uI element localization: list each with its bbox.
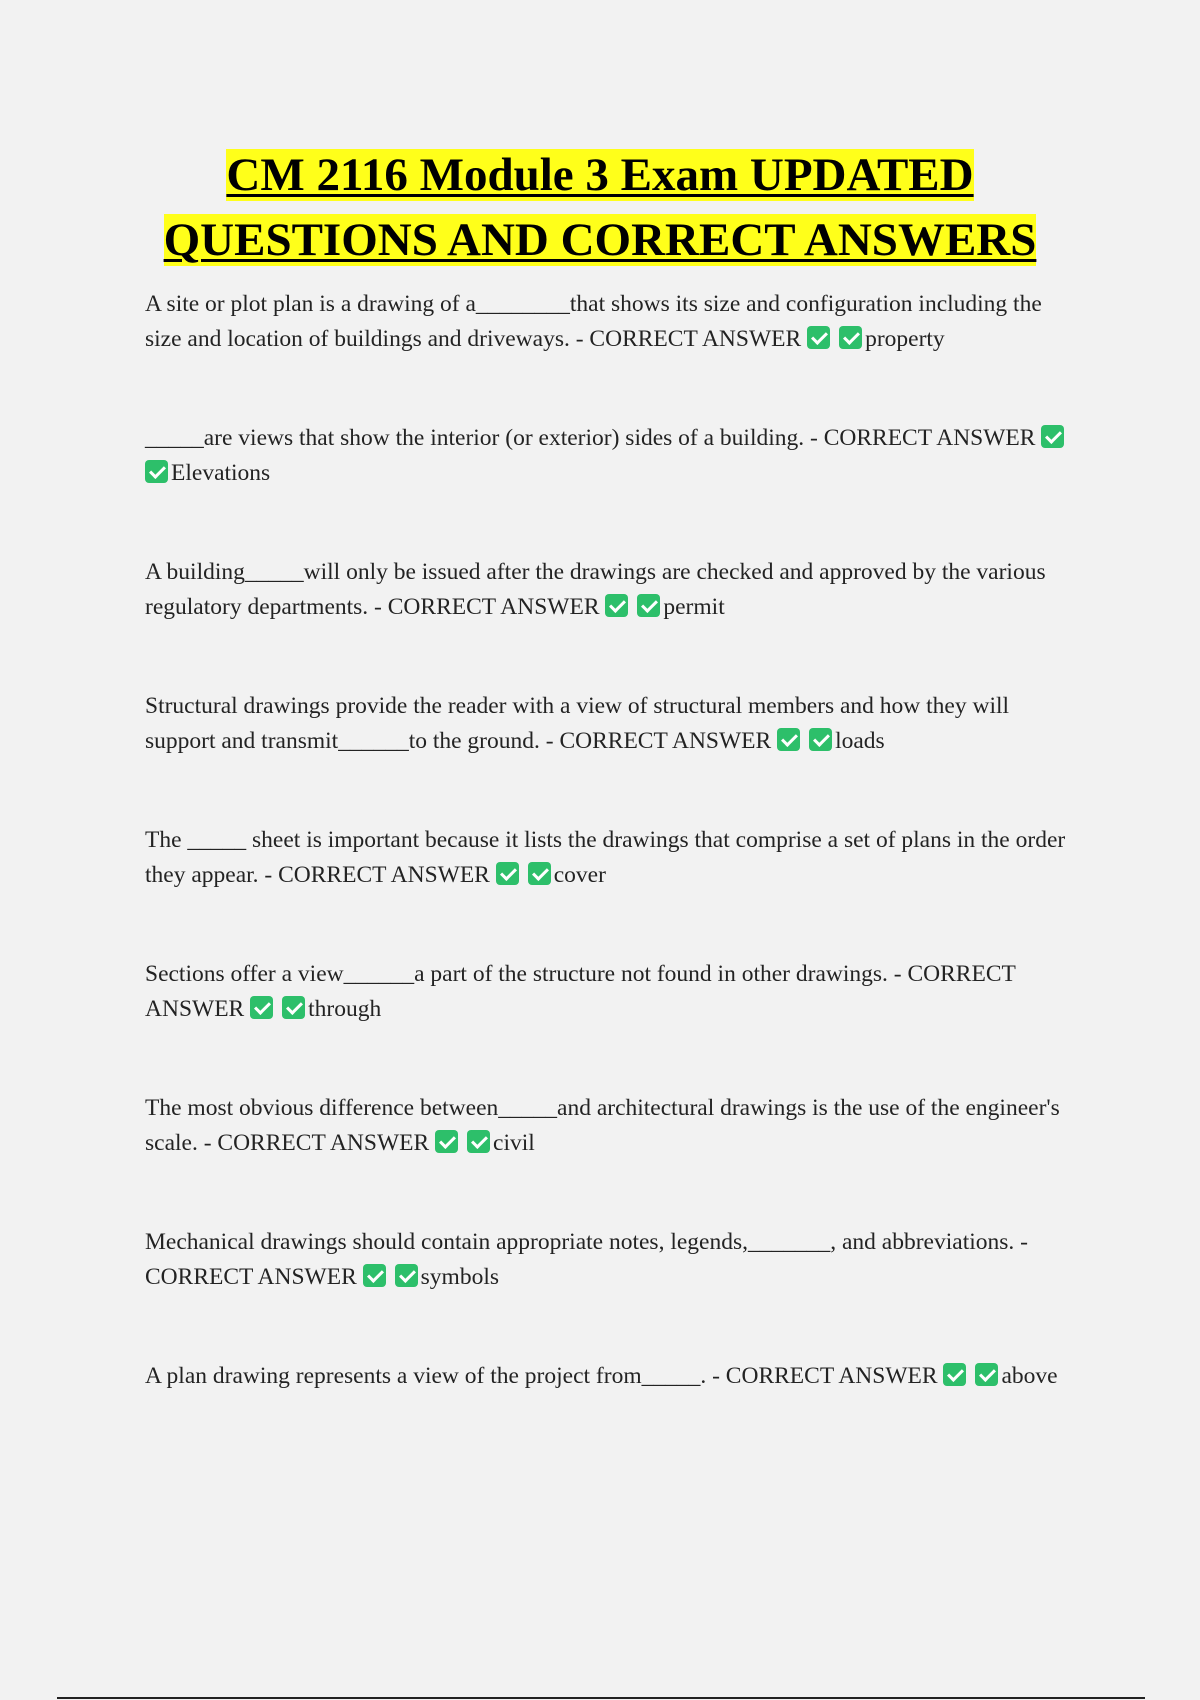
title-line-1: CM 2116 Module 3 Exam UPDATED <box>226 149 974 201</box>
qa-item <box>145 689 1075 759</box>
check-box-icon <box>1041 425 1064 448</box>
answer-text: above <box>1001 1363 1058 1389</box>
check-box-icon <box>777 728 800 751</box>
qa-item <box>145 1359 1075 1394</box>
check-box-icon <box>528 862 551 885</box>
answer-text: cover <box>553 862 606 888</box>
answer-text: symbols <box>420 1264 499 1290</box>
answer-text: loads <box>835 728 885 754</box>
check-box-icon <box>282 996 305 1019</box>
question-text: The _____ sheet is important because it lists the drawings that comprise a set of plans in the order they appear. - CORRECT ANSWER <box>145 827 1066 888</box>
check-box-icon <box>145 460 168 483</box>
qa-item <box>145 287 1075 357</box>
check-box-icon <box>809 728 832 751</box>
check-box-icon <box>435 1130 458 1153</box>
qa-item <box>145 555 1075 625</box>
question-text: Sections offer a view______a part of the structure not found in other drawings. - CORRECT ANSWER <box>145 961 1016 1022</box>
question-text: _____are views that show the interior (or exterior) sides of a building. - CORRECT ANSWER <box>145 425 1036 451</box>
check-box-icon <box>395 1264 418 1287</box>
check-box-icon <box>975 1363 998 1386</box>
answer-text: permit <box>663 594 725 620</box>
question-text: Mechanical drawings should contain appropriate notes, legends,_______, and abbreviations. - CORRECT ANSWER <box>145 1229 1028 1290</box>
check-box-icon <box>807 326 830 349</box>
check-box-icon <box>839 326 862 349</box>
qa-list <box>145 287 1075 1458</box>
qa-item <box>145 1091 1075 1161</box>
qa-item <box>145 957 1075 1027</box>
check-box-icon <box>637 594 660 617</box>
answer-text: through <box>308 996 382 1022</box>
document-title <box>0 143 1200 273</box>
title-line-2: QUESTIONS AND CORRECT ANSWERS <box>163 214 1037 266</box>
question-text: Structural drawings provide the reader with a view of structural members and how they will support and transmit______to the ground. - CORRECT ANSWER <box>145 693 1010 754</box>
answer-text: Elevations <box>171 460 271 486</box>
qa-item <box>145 823 1075 893</box>
answer-text: property <box>865 326 945 352</box>
question-text: The most obvious difference between_____and architectural drawings is the use of the engineer's scale. - CORRECT ANSWER <box>145 1095 1060 1156</box>
check-box-icon <box>943 1363 966 1386</box>
check-box-icon <box>250 996 273 1019</box>
check-box-icon <box>605 594 628 617</box>
question-text: A site or plot plan is a drawing of a________that shows its size and configuration including the size and location of buildings and driveways. - CORRECT ANSWER <box>145 291 1042 352</box>
qa-item <box>145 421 1075 491</box>
question-text: A building_____will only be issued after the drawings are checked and approved by the various regulatory departments. - CORRECT ANSWER <box>145 559 1046 620</box>
qa-item <box>145 1225 1075 1295</box>
check-box-icon <box>467 1130 490 1153</box>
check-box-icon <box>496 862 519 885</box>
answer-text: civil <box>493 1130 535 1156</box>
check-box-icon <box>363 1264 386 1287</box>
question-text: A plan drawing represents a view of the project from_____. - CORRECT ANSWER <box>145 1363 938 1389</box>
page-bottom-divider <box>57 1697 1145 1699</box>
